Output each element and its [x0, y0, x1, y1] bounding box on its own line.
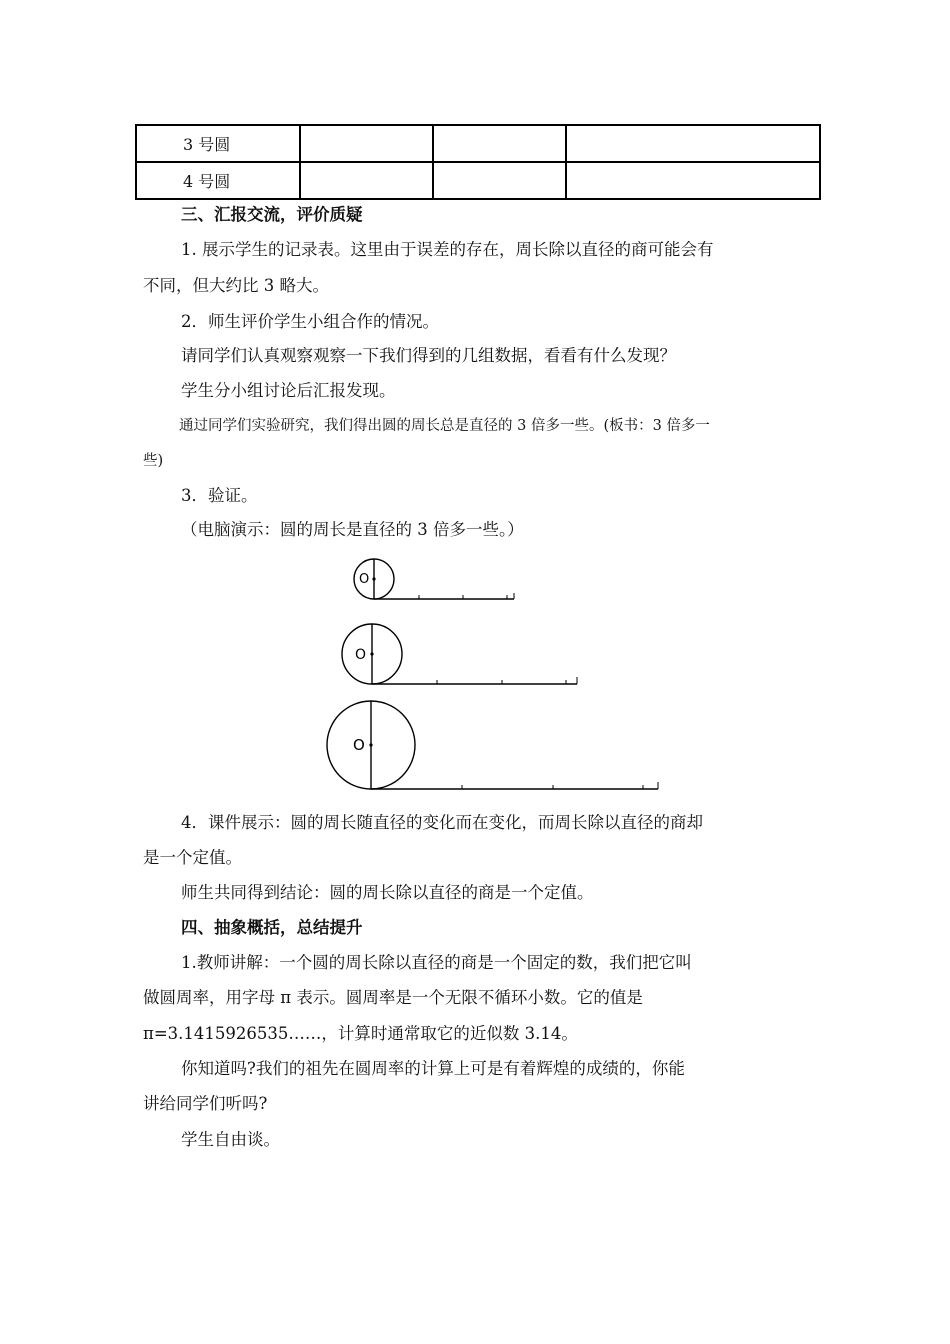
paragraph-line: 通过同学们实验研究，我们得出圆的周长总是直径的 3 倍多一些。(板书：3 倍多一: [179, 418, 710, 434]
paragraph-line: 不同，但大约比 3 略大。: [143, 276, 329, 295]
center-dot: [372, 577, 375, 580]
paragraph-line: π=3.1415926535……，计算时通常取它的近似数 3.14。: [143, 1024, 578, 1043]
paragraph-line: 师生共同得到结论：圆的周长除以直径的商是一个定值。: [181, 883, 594, 902]
paragraph-line: 请同学们认真观察观察一下我们得到的几组数据，看看有什么发现？: [181, 346, 676, 365]
paragraph-line: 学生自由谈。: [181, 1130, 280, 1149]
small-circle-demo: [354, 559, 514, 599]
section-heading: 四、抽象概括，总结提升: [181, 918, 363, 937]
table-row: [136, 162, 820, 199]
paragraph-line: 4．课件展示：圆的周长随直径的变化而在变化，而周长除以直径的商却: [181, 813, 703, 832]
table-cell: [566, 162, 820, 199]
table-cell: [433, 162, 566, 199]
paragraph-line: 3．验证。: [181, 486, 258, 505]
paragraph-line: 讲给同学们听吗?: [143, 1094, 268, 1113]
table-cell: [300, 125, 433, 162]
record-table: [135, 124, 821, 200]
center-dot: [370, 652, 373, 655]
paragraph-line: 是一个定值。: [143, 848, 242, 867]
paragraph-line: 些): [143, 453, 164, 469]
paragraph-line: 你知道吗?我们的祖先在圆周率的计算上可是有着辉煌的成绩的，你能: [181, 1059, 685, 1078]
table-cell-label: 3 号圆: [136, 125, 300, 162]
table-row: [136, 125, 820, 162]
table-cell: [300, 162, 433, 199]
center-dot: [369, 743, 372, 746]
table-cell-label: 4 号圆: [136, 162, 300, 199]
table-cell: [433, 125, 566, 162]
section-heading: 三、汇报交流，评价质疑: [181, 205, 363, 224]
paragraph-line: 2．师生评价学生小组合作的情况。: [181, 312, 439, 331]
center-label: O: [355, 647, 367, 663]
medium-circle-demo: [342, 624, 577, 684]
large-circle-demo: [327, 701, 658, 789]
paragraph-line: 1. 展示学生的记录表。这里由于误差的存在，周长除以直径的商可能会有: [181, 240, 714, 259]
paragraph-line: 做圆周率，用字母 π 表示。圆周率是一个无限不循环小数。它的值是: [143, 988, 643, 1007]
table-cell: [566, 125, 820, 162]
paragraph-line: 1.教师讲解：一个圆的周长除以直径的商是一个固定的数，我们把它叫: [181, 953, 692, 972]
center-label: O: [359, 572, 370, 587]
paragraph-line: 学生分小组讨论后汇报发现。: [181, 381, 396, 400]
center-label: O: [353, 736, 365, 754]
paragraph-line: （电脑演示：圆的周长是直径的 3 倍多一些。）: [181, 520, 524, 539]
circle-rolling-figure: [320, 552, 665, 794]
